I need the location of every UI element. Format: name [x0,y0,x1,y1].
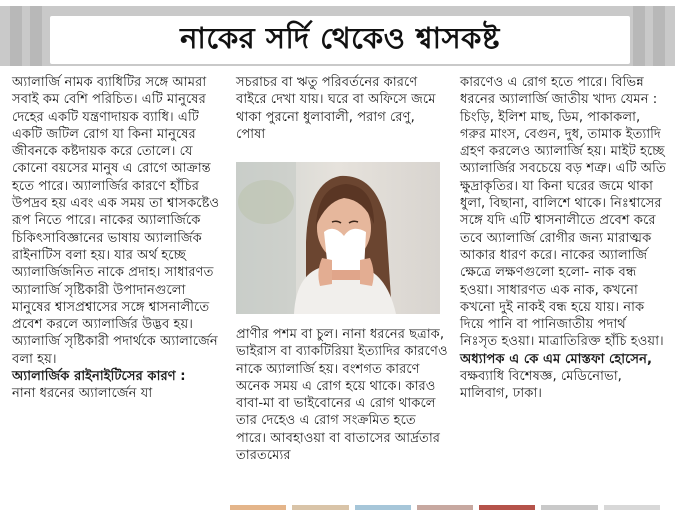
article-column-3 [460,74,666,403]
footer-swatch [355,505,411,510]
article-paragraph: অ্যালার্জি নামক ব্যাধিটির সঙ্গে আমরা সবাই কম বেশি পরিচিত। এটি মানুষের দেহের একটি যন্ত্রণাদায়ক ব্যাধি। এটি একটি জটিল রোগ যা কিনা মানুষের জীবনকে কষ্টদায়ক করে তোলে। যে কোনো বয়সের মানুষ এ রোগে আক্রান্ত হতে পারে। অ্যালার্জির কারণে হাঁচির উপদ্রব হয় এবং এক সময় তা শ্বাসকষ্টেও রূপ নিতে পারে। নাকের অ্যালার্জিকে চিকিৎসাবিজ্ঞানের ভাষায় অ্যালার্জিক রাইনাটিস বলা হয়। যার অর্থ হচ্ছে অ্যালার্জিজনিত নাকে প্রদাহ। সাধারণত অ্যালার্জি সৃষ্টিকারী উপাদানগুলো মানুষের শ্বাসপ্রশ্বাসের সঙ্গে শ্বাসনালীতে প্রবেশ করলে অ্যালার্জির উদ্ভব হয়। অ্যালার্জি সৃষ্টিকারী পদার্থকে অ্যালার্জেন বলা হয়। [12,75,220,367]
headline-box [50,16,630,64]
article-column-1 [12,74,224,403]
footer-swatch [417,505,473,510]
sneezing-woman-photo [236,162,440,314]
article-paragraph: প্রাণীর পশম বা চুল। নানা ধরনের ছত্রাক, ভাইরাস বা ব্যাকটিরিয়া ইত্যাদির কারণেও নাকে অ্যালার্জি হয়। বংশগত কারণে অনেক সময় এ রোগ হয়ে থাকে। কারও বাবা-মা বা ভাইবোনের এ রোগ থাকলে তার দেহেও এ রোগ সংক্রমিত হতে পারে। আবহাওয়া বা বাতাসের আর্দ্রতার তারতম্যের [236,327,448,464]
article-paragraph: কারণেও এ রোগ হতে পারে। বিভিন্ন ধরনের অ্যালার্জি জাতীয় খাদ্য যেমন : চিংড়ি, ইলিশ মাছ, ডিম, পাকাকলা, গরুর মাংস, বেগুন, দুধ, তামাক ইত্যাদি গ্রহণ করলেও অ্যালার্জি হয়। মাইট হচ্ছে অ্যালার্জির সবচেয়ে বড় শত্রু। এটি অতি ক্ষুদ্রাকৃতির। যা কিনা ঘরের জমে থাকা ধুলা, বিছানা, বালিশে থাকে। নিঃশ্বাসের সঙ্গে যদি এটি শ্বাসনালীতে প্রবেশ করে তবে অ্যালার্জি রোগীর জন্য মারাত্মক আকার ধারণ করে। নাকের অ্যালার্জি ক্ষেত্রে লক্ষণগুলো হলো- নাক বন্ধ হওয়া। সাধারণত এক নাক, কখনো কখনো দুই নাকই বন্ধ হয়ে যায়। নাক দিয়ে পানি বা পানিজাতীয় পদার্থ নিঃসৃত হওয়া। মাত্রাতিরিক্ত হাঁচি হওয়া। [460,75,666,350]
footer-swatch [479,505,535,510]
author-credit [460,351,666,403]
article-column-2-top [236,74,448,143]
headline: নাকের সর্দি থেকেও শ্বাসকষ্ট [180,20,500,55]
footer-swatch [541,505,597,510]
footer-swatch [230,505,286,510]
footer-swatch [604,505,660,510]
article-column-2-bottom [236,326,448,464]
article-paragraph: সচরাচর বা ঋতু পরিবর্তনের কারণে বাইরে দেখা যায়। ঘরে বা অফিসে জমে থাকা পুরনো ধুলাবালী, পরাগ রেণু, পোষা [236,75,436,142]
author-name: অধ্যাপক এ কে এম মোস্তফা হোসেন, [460,351,652,367]
article-subheading: অ্যালার্জিক রাইনাইটিসের কারণ : [12,369,186,385]
footer-color-strip [230,505,660,510]
footer-swatch [292,505,348,510]
author-details: বক্ষব্যাধি বিশেষজ্ঞ, মেডিনোভা, মালিবাগ, ঢাকা। [460,369,622,402]
article-continuation: নানা ধরনের অ্যালার্জেন যা [12,386,153,402]
